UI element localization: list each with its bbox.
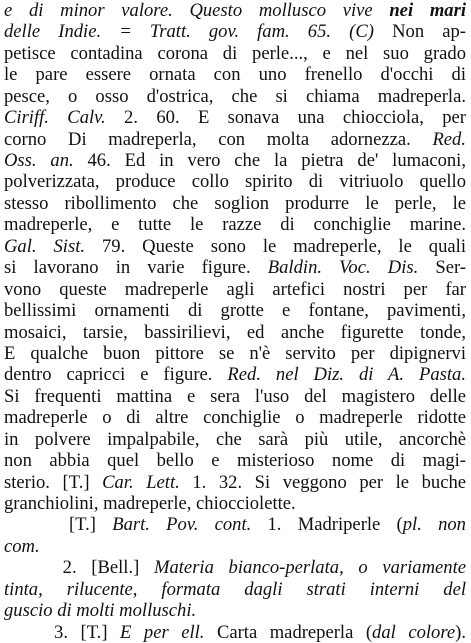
text-line-9 (4, 171, 466, 192)
text-line-11 (4, 214, 466, 235)
text-run: ). (455, 621, 466, 643)
text-run: dentro capricci e figure. (4, 364, 228, 386)
text-line-26 (4, 536, 466, 557)
text-line-5 (4, 86, 466, 107)
text-line-4 (4, 64, 466, 85)
text-run: si lavorano in varie figure. (4, 257, 268, 279)
text-run: granchiolini, madreperle, chiocciolette. (4, 492, 296, 514)
text-run: 1. 32. Si veggono per le buche (179, 471, 466, 493)
text-line-2 (4, 21, 466, 42)
text-run: com. (4, 535, 40, 557)
text-run: Ser- (418, 257, 466, 279)
text-run: E qualche buon pittore se n'è servito per dipignervi (4, 342, 466, 364)
text-line-21 (4, 429, 466, 450)
text-line-15 (4, 300, 466, 321)
text-run: madreperle, e tutte le razze di conchiglie marine. (4, 214, 466, 236)
text-run: 46. Ed in vero che la pietra de' lumaconi, (87, 150, 466, 172)
text-line-27 (4, 557, 466, 578)
text-run: mosaici, tarsie, bassirilievi, ed anche figurette tonde, (4, 321, 466, 343)
text-run: le pare essere ornata con uno frenello d'occhi di (4, 64, 466, 86)
text-line-25 (4, 514, 466, 535)
text-run: sterio. [T.] (4, 471, 103, 493)
text-line-13 (4, 257, 466, 278)
text-line-22 (4, 450, 466, 471)
text-line-10 (4, 193, 466, 214)
text-run: 1. Madriperle ( (251, 514, 403, 536)
text-run: Gal. Sist. (4, 235, 102, 257)
text-run: madreperle o di altre conchiglie o madreperle ridotte (4, 407, 466, 429)
text-line-12 (4, 236, 466, 257)
text-line-7 (4, 129, 466, 150)
text-run: Oss. an. (4, 150, 88, 172)
text-line-30 (4, 622, 466, 643)
text-run: polverizzata, produce collo spirito di vitriuolo quello (4, 171, 466, 193)
text-run: 2. 60. E sonava una chiocciola, per (124, 107, 466, 129)
text-run: 3. [T.] (4, 621, 121, 643)
text-line-6 (4, 107, 466, 128)
text-run: tinta, rilucente, formata dagli strati interni del (4, 578, 466, 600)
text-line-20 (4, 407, 466, 428)
text-run: Si frequenti mattina e sera l'uso del magistero delle (4, 385, 466, 407)
text-run: 79. Queste sono le madreperle, le quali (101, 235, 466, 257)
text-line-16 (4, 322, 466, 343)
text-run: corno Di madreperla, con molta adornezza. (4, 128, 433, 150)
text-run: pesce, o osso d'ostrica, che si chiama madreperla. (4, 85, 466, 107)
text-run: e di minor valore. Questo mollusco vive (4, 0, 390, 21)
text-line-3 (4, 43, 466, 64)
text-run: pl. non (402, 514, 466, 536)
text-run: 2. [Bell.] (4, 557, 154, 579)
text-line-14 (4, 279, 466, 300)
text-line-24 (4, 493, 466, 514)
text-line-29 (4, 600, 466, 621)
text-run: Car. Lett. (102, 471, 180, 493)
text-run: guscio di molti molluschi. (4, 600, 197, 622)
text-line-19 (4, 386, 466, 407)
text-run: nei mari (389, 0, 466, 21)
text-run: non abbia quel bello e misterioso nome di magi- (4, 450, 466, 472)
text-line-8 (4, 150, 466, 171)
text-run: in polvere impalpabile, che sarà più utile, ancorchè (4, 428, 466, 450)
text-line-1 (4, 0, 466, 21)
text-run: Red. nel Diz. di A. Pasta. (227, 364, 466, 386)
text-line-28 (4, 579, 466, 600)
text-run: Red. (432, 128, 466, 150)
text-run: Ciriff. Calv. (4, 107, 125, 129)
text-line-17 (4, 343, 466, 364)
text-run: E per ell. (120, 621, 205, 643)
text-run: Bart. Pov. cont. (112, 514, 252, 536)
text-run: dal colore (372, 621, 456, 643)
text-line-18 (4, 364, 466, 385)
text-run: bellissimi ornamenti di grotte e fontane, pavimenti, (4, 300, 466, 322)
text-run: [T.] (4, 514, 113, 536)
text-run: Baldin. Voc. Dis. (267, 257, 419, 279)
text-run: Carta madreperla ( (204, 621, 373, 643)
text-line-23 (4, 472, 466, 493)
text-run: stesso ribollimento che soglion produrre le perle, le (4, 192, 466, 214)
text-run: Materia bianco-perlata, o variamente (153, 557, 466, 579)
text-run: petisce contadina corona di perle..., e nel suo grado (4, 42, 466, 64)
text-run: delle Indie. = Tratt. gov. fam. 65. (C) (4, 21, 393, 43)
text-run: vono queste madreperle agli artefici nostri per far (4, 278, 466, 300)
text-run: Non ap- (392, 21, 466, 43)
